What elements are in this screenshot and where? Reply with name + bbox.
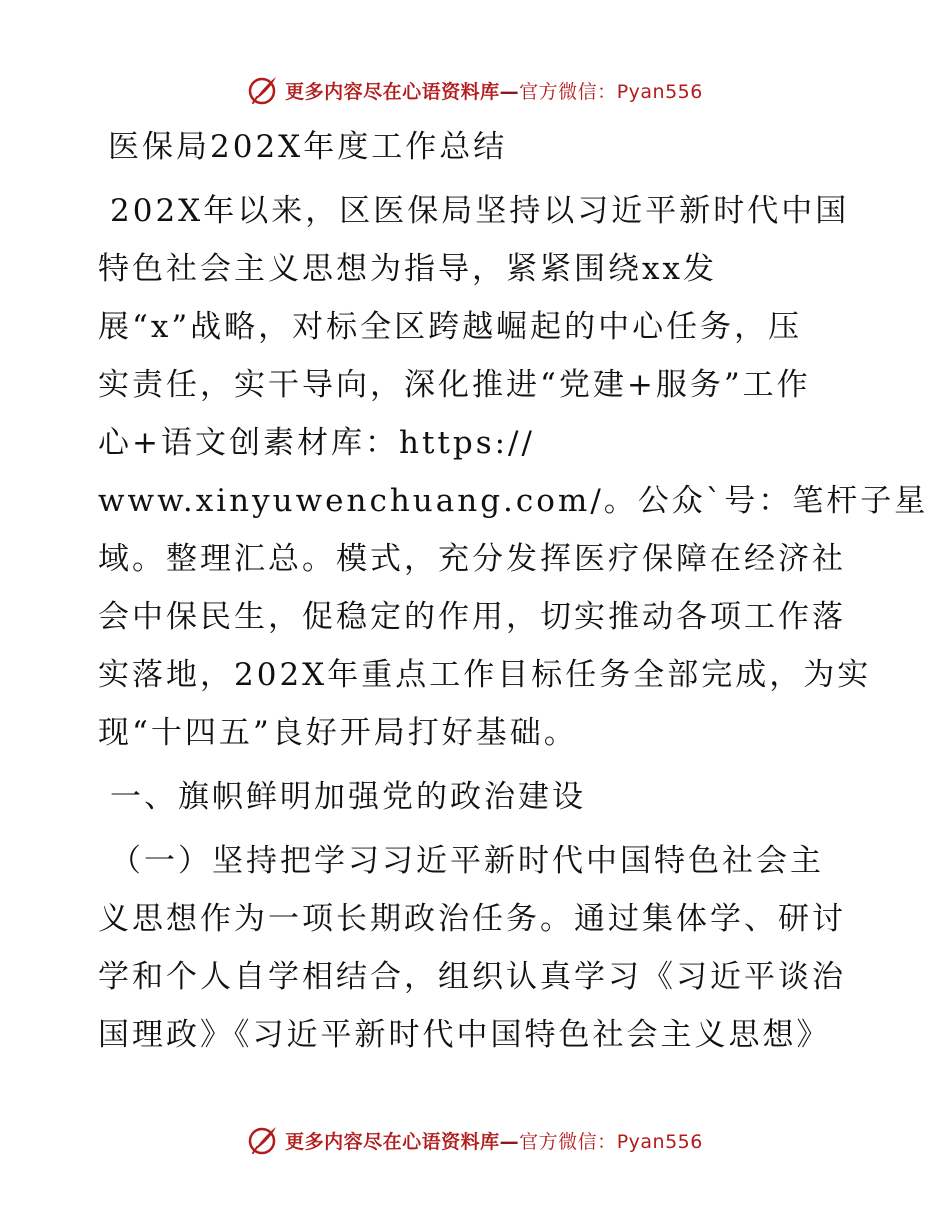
watermark-dash: — (499, 80, 520, 103)
top-watermark-banner (0, 70, 950, 110)
paragraph-line: 现“十四五”良好开局打好基础。 (98, 715, 578, 751)
paragraph-line: www.xinyuwenchuang.com/。公众`号：笔杆子星 (98, 483, 929, 519)
paragraph-line: 心+语文创素材库：https:// (98, 425, 535, 461)
paragraph-line: 展“x”战略，对标全区跨越崛起的中心任务，压 (98, 309, 803, 345)
paragraph-1 (98, 182, 929, 762)
watermark-brand: 更多内容尽在心语资料库 (285, 1130, 500, 1153)
document-body (98, 118, 929, 1064)
paragraph-line: 202X年以来，区医保局坚持以习近平新时代中国 (110, 193, 850, 229)
paragraph-line: 义思想作为一项长期政治任务。通过集体学、研讨 (98, 901, 846, 937)
paragraph-line: 实落地，202X年重点工作目标任务全部完成，为实 (98, 657, 872, 693)
watermark-content (247, 74, 703, 106)
watermark-content (247, 1124, 703, 1156)
watermark-wechat-id: Pyan556 (616, 80, 703, 103)
watermark-wechat-id: Pyan556 (616, 1130, 703, 1153)
watermark-text (285, 1127, 703, 1154)
watermark-text (285, 77, 703, 104)
bottom-watermark-banner (0, 1120, 950, 1160)
document-title: 医保局202X年度工作总结 (108, 129, 508, 165)
paragraph-line: 实责任，实干导向，深化推进“党建+服务”工作 (98, 367, 811, 403)
watermark-dash: — (499, 1130, 520, 1153)
paragraph-line: 特色社会主义思想为指导，紧紧围绕xx发 (98, 251, 717, 287)
watermark-wechat-label: 官方微信： (519, 80, 617, 103)
quill-logo-icon (247, 1124, 279, 1156)
paragraph-line: 学和个人自学相结合，组织认真学习《习近平谈治 (98, 959, 846, 995)
paragraph-line: （一）坚持把学习习近平新时代中国特色社会主 (110, 843, 824, 879)
paragraph-line: 域。整理汇总。模式，充分发挥医疗保障在经济社 (98, 541, 846, 577)
paragraph-2 (98, 832, 858, 1064)
paragraph-line: 会中保民生，促稳定的作用，切实推动各项工作落 (98, 599, 846, 635)
watermark-wechat-label: 官方微信： (519, 1130, 617, 1153)
paragraph-line: 国理政》《习近平新时代中国特色社会主义思想》 (98, 1017, 831, 1053)
section-heading: 一、旗帜鲜明加强党的政治建设 (110, 779, 586, 815)
quill-logo-icon (247, 74, 279, 106)
watermark-brand: 更多内容尽在心语资料库 (285, 80, 500, 103)
